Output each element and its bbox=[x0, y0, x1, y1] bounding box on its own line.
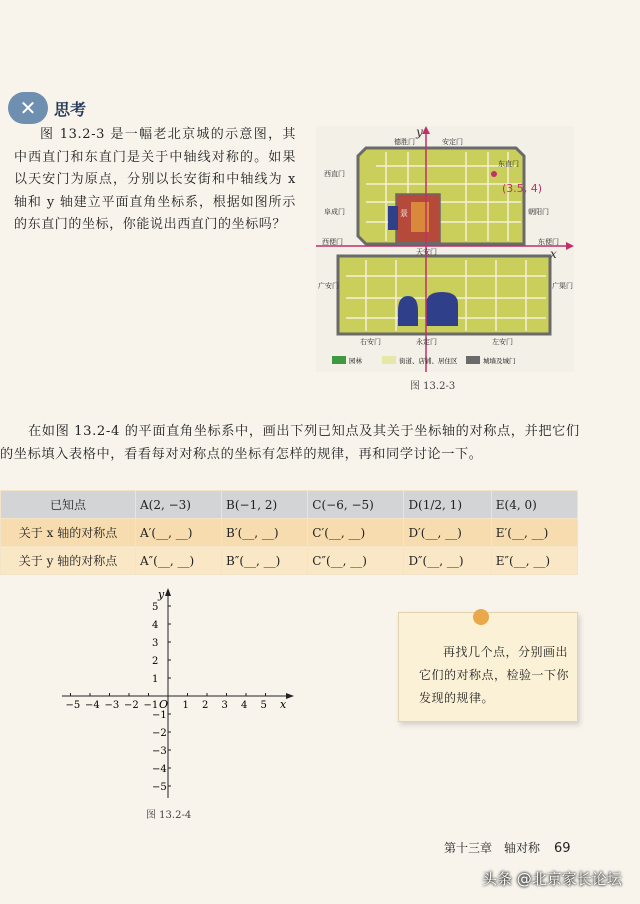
plane-origin: O bbox=[159, 698, 169, 711]
y-tick-label: −1 bbox=[152, 710, 167, 721]
temple-heaven bbox=[426, 292, 458, 326]
table-cell: A′(__, __) bbox=[136, 519, 222, 547]
gate-yongdingmen: 永定门 bbox=[416, 338, 437, 346]
gate-zuoanmen: 左安门 bbox=[492, 338, 513, 346]
beijing-map bbox=[316, 126, 574, 372]
x-tick-label: −5 bbox=[65, 700, 81, 711]
gate-xibianmen: 西便门 bbox=[322, 238, 343, 246]
gate-chaoyangmen: 朝阳门 bbox=[528, 208, 549, 216]
watermark: 头条 @北京家长论坛 bbox=[482, 870, 622, 888]
table-cell: B″(__, __) bbox=[222, 547, 308, 575]
table-cell: A(2, −3) bbox=[136, 491, 222, 519]
dongzhimen-point bbox=[491, 171, 497, 177]
table-row bbox=[1, 519, 578, 547]
gate-guanganmen: 广安门 bbox=[318, 282, 339, 290]
y-tick-label: 5 bbox=[152, 602, 159, 613]
x-tick-label: −2 bbox=[124, 700, 139, 711]
y-tick-label: 3 bbox=[152, 638, 159, 649]
table-cell: E″(__, __) bbox=[491, 547, 577, 575]
gate-xizhimen: 西直门 bbox=[324, 170, 345, 178]
think-header bbox=[8, 92, 86, 124]
table-cell: E(4, 0) bbox=[491, 491, 577, 519]
x-tick-label: 1 bbox=[182, 700, 189, 711]
table-row bbox=[1, 491, 578, 519]
symmetric-points-table bbox=[0, 490, 578, 575]
temple-west bbox=[398, 296, 418, 326]
dongzhimen-coordinate: (3.5, 4) bbox=[502, 182, 543, 195]
table-cell: B(−1, 2) bbox=[222, 491, 308, 519]
legend-street-swatch bbox=[382, 356, 396, 364]
pin-icon bbox=[473, 609, 489, 625]
legend-park-swatch bbox=[332, 356, 346, 364]
y-tick-label: −4 bbox=[152, 764, 167, 775]
table-cell: C″(__, __) bbox=[308, 547, 404, 575]
coordinate-plane bbox=[56, 586, 296, 801]
y-tick-label: −5 bbox=[152, 782, 167, 793]
table-cell: A″(__, __) bbox=[136, 547, 222, 575]
gate-guangqumen: 广渠门 bbox=[552, 282, 573, 290]
plane-caption: 图 13.2-4 bbox=[146, 810, 192, 821]
map-caption: 图 13.2-3 bbox=[410, 381, 456, 392]
gate-tiananmen: 天安门 bbox=[416, 248, 437, 256]
y-tick-label: 2 bbox=[152, 656, 159, 667]
gate-deshengmen: 德胜门 bbox=[394, 138, 415, 146]
page-footer bbox=[444, 839, 571, 856]
x-tick-label: 4 bbox=[241, 700, 248, 711]
legend-park: 园林 bbox=[349, 357, 362, 365]
think-label: 思考 bbox=[54, 99, 87, 119]
table-row-head: 关于 y 轴的对称点 bbox=[1, 547, 136, 575]
gate-fuchengmen: 阜成门 bbox=[324, 208, 345, 216]
table-row-head: 关于 x 轴的对称点 bbox=[1, 519, 136, 547]
think-paragraph: 图 13.2-3 是一幅老北京城的示意图，其中西直门和东直门是关于中轴线对称的。如果以天安门为原点，分别以长安街和中轴线为 x 轴和 y 轴建立平面直角坐标系，根据如图所示的东直门的坐标，你能说出西直门的坐标吗？ bbox=[14, 127, 296, 232]
table-cell: D(1/2, 1) bbox=[404, 491, 491, 519]
x-tick-label: −3 bbox=[104, 700, 120, 711]
page-number: 69 bbox=[554, 841, 571, 856]
gate-andingmen: 安定门 bbox=[442, 138, 463, 146]
map-y-label: y bbox=[416, 126, 423, 139]
legend-street: 街道、店铺、居住区 bbox=[399, 357, 458, 365]
x-tick-label: 2 bbox=[202, 700, 209, 711]
task-paragraph: 在如图 13.2-4 的平面直角坐标系中，画出下列已知点及其关于坐标轴的对称点，并把它们的坐标填入表格中，看看每对对称点的坐标有怎样的规律，再和同学讨论一下。 bbox=[0, 424, 580, 462]
legend-wall-swatch bbox=[466, 356, 480, 364]
table-cell: C′(__, __) bbox=[308, 519, 404, 547]
sticky-note bbox=[398, 612, 578, 722]
table-row-head: 已知点 bbox=[1, 491, 136, 519]
plane-y-label: y bbox=[158, 588, 165, 601]
gate-youanmen: 右安门 bbox=[360, 338, 381, 346]
x-tick-label: 3 bbox=[221, 700, 228, 711]
think-icon: ✕ bbox=[8, 92, 48, 124]
y-tick-label: −3 bbox=[152, 746, 167, 757]
table-row bbox=[1, 547, 578, 575]
x-tick-label: −1 bbox=[143, 700, 159, 711]
gate-dongzhimen: 东直门 bbox=[498, 160, 519, 168]
y-tick-label: 1 bbox=[152, 674, 159, 685]
y-tick-label: −2 bbox=[152, 728, 167, 739]
x-tick-label: 5 bbox=[260, 700, 267, 711]
x-tick-label: −4 bbox=[85, 700, 100, 711]
legend-wall: 城墙及城门 bbox=[483, 357, 516, 365]
table-cell: B′(__, __) bbox=[222, 519, 308, 547]
table-cell: D″(__, __) bbox=[404, 547, 491, 575]
lake-icon bbox=[388, 206, 398, 230]
jing-label: 景 bbox=[400, 209, 408, 218]
note-text: 再找几个点，分别画出它们的对称点，检验一下你发现的规律。 bbox=[419, 645, 570, 705]
chapter-title: 第十三章 轴对称 bbox=[444, 841, 541, 855]
table-cell: E′(__, __) bbox=[491, 519, 577, 547]
table-cell: C(−6, −5) bbox=[308, 491, 404, 519]
plane-x-label: x bbox=[280, 698, 287, 711]
y-tick-label: 4 bbox=[152, 620, 159, 631]
table-cell: D′(__, __) bbox=[404, 519, 491, 547]
gate-dongbianmen: 东便门 bbox=[538, 238, 559, 246]
map-x-label: x bbox=[550, 247, 557, 261]
